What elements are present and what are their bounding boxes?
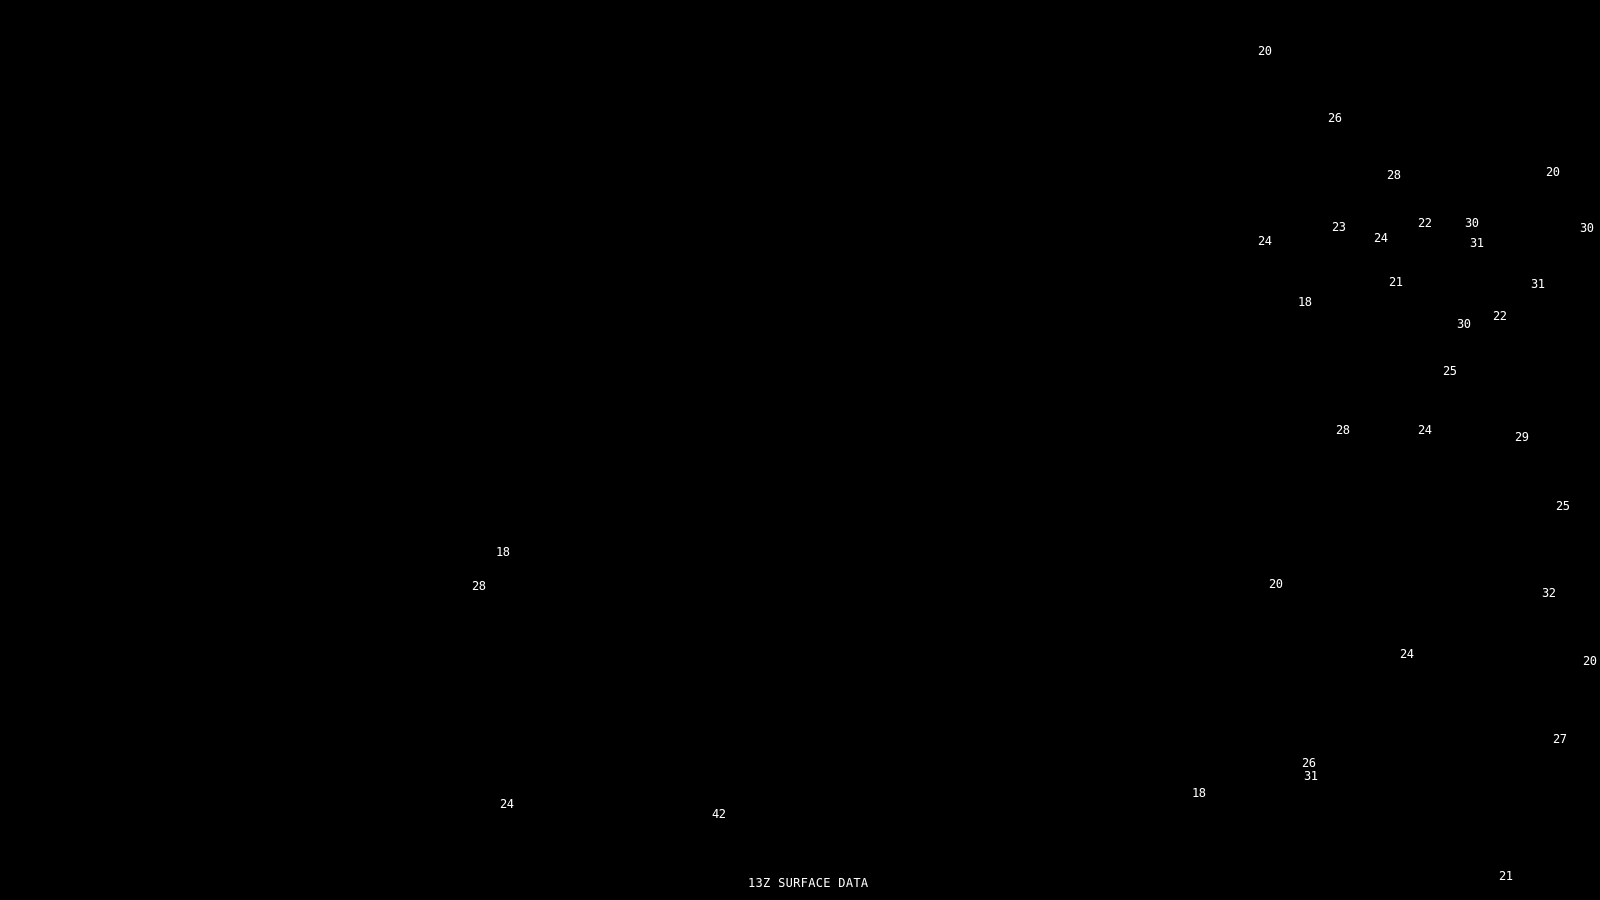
station-value: 20 bbox=[1546, 165, 1560, 179]
station-value: 31 bbox=[1304, 769, 1318, 783]
station-value: 26 bbox=[1302, 756, 1316, 770]
station-value: 26 bbox=[1328, 111, 1342, 125]
station-value: 24 bbox=[1418, 423, 1432, 437]
station-value: 28 bbox=[1336, 423, 1350, 437]
station-value: 25 bbox=[1556, 499, 1570, 513]
station-value: 20 bbox=[1583, 654, 1597, 668]
station-value: 30 bbox=[1457, 317, 1471, 331]
station-value: 31 bbox=[1470, 236, 1484, 250]
station-value: 30 bbox=[1580, 221, 1594, 235]
station-value: 20 bbox=[1258, 44, 1272, 58]
station-value: 22 bbox=[1418, 216, 1432, 230]
station-value: 18 bbox=[496, 545, 510, 559]
station-value: 27 bbox=[1553, 732, 1567, 746]
station-value: 32 bbox=[1542, 586, 1556, 600]
station-value: 28 bbox=[472, 579, 486, 593]
station-value: 24 bbox=[500, 797, 514, 811]
station-value: 24 bbox=[1258, 234, 1272, 248]
station-value: 23 bbox=[1332, 220, 1346, 234]
plot-caption: 13Z SURFACE DATA bbox=[748, 876, 869, 890]
station-value: 18 bbox=[1192, 786, 1206, 800]
station-value: 31 bbox=[1531, 277, 1545, 291]
station-value: 25 bbox=[1443, 364, 1457, 378]
station-value: 24 bbox=[1374, 231, 1388, 245]
station-value: 29 bbox=[1515, 430, 1529, 444]
station-value: 30 bbox=[1465, 216, 1479, 230]
station-value: 18 bbox=[1298, 295, 1312, 309]
station-value: 21 bbox=[1389, 275, 1403, 289]
station-value: 24 bbox=[1400, 647, 1414, 661]
station-value: 21 bbox=[1499, 869, 1513, 883]
station-value: 20 bbox=[1269, 577, 1283, 591]
station-value: 42 bbox=[712, 807, 726, 821]
station-value: 22 bbox=[1493, 309, 1507, 323]
station-value: 28 bbox=[1387, 168, 1401, 182]
